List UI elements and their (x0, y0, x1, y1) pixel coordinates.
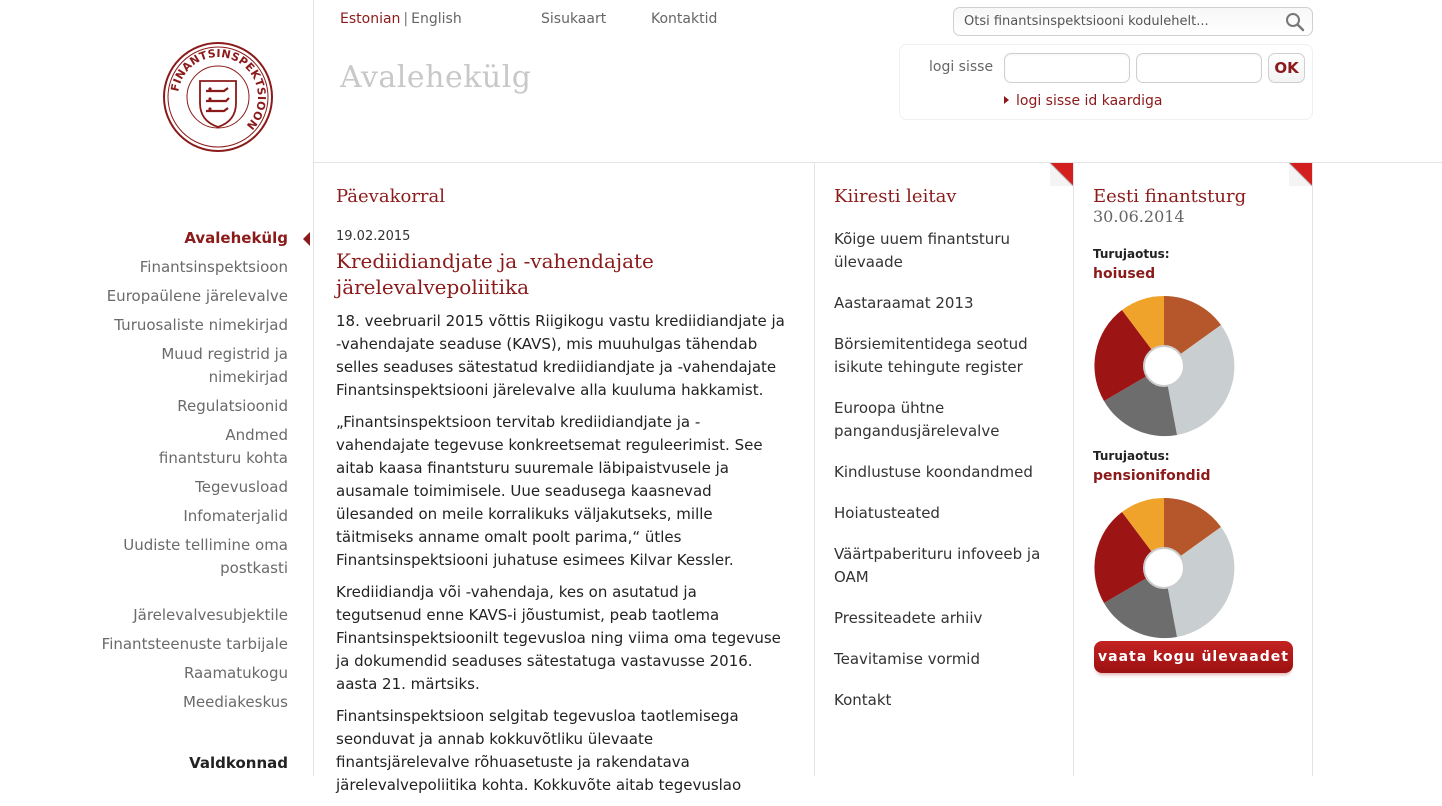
nav-item-europaulene-jarelevalve[interactable]: Europaülene järelevalve (106, 287, 288, 305)
quick-link[interactable]: Kindlustuse koondandmed (834, 463, 1033, 481)
quick-link[interactable]: Kontakt (834, 691, 892, 709)
finantsinspektsioon-logo[interactable] (162, 41, 274, 153)
quick-link[interactable]: Euroopa ühtne pangandusjärelevalve (834, 399, 1000, 440)
username-field[interactable] (1004, 53, 1130, 83)
column-divider (1073, 162, 1074, 776)
page-title: Avalehekülg (340, 60, 532, 95)
nav-item-turuosaliste-nimekirjad[interactable]: Turuosaliste nimekirjad (114, 316, 288, 334)
id-card-login-label: logi sisse id kaardiga (1016, 93, 1163, 109)
chart-name-hoiused[interactable]: hoiused (1093, 266, 1156, 282)
quick-link[interactable]: Aastaraamat 2013 (834, 294, 974, 312)
id-card-login-link[interactable] (1004, 93, 1163, 109)
quick-link[interactable]: Teavitamise vormid (834, 650, 981, 668)
news-date: 19.02.2015 (336, 229, 411, 244)
search-icon[interactable] (1284, 11, 1306, 33)
section-title-valdkonnad: Valdkonnad (189, 754, 288, 772)
contacts-link[interactable]: Kontaktid (651, 11, 718, 27)
sidebar (0, 0, 314, 776)
news-heading: Päevakorral (336, 186, 446, 207)
news-article (336, 186, 786, 806)
news-title-link[interactable]: Krediidiandjate ja -vahendajate järelevalvepoliitika (336, 249, 654, 299)
news-paragraph: 18. veebruaril 2015 võttis Riigikogu vastu krediidiandjate ja -vahendajate seaduse (KAVS), mis muuhulgas tähendab selles seaduses sätestatud krediidiandjate ja -vahendajate Finantsinspektsiooni järelevalve alla kuuluma hakkamist. (336, 312, 785, 399)
nav-item-muud-registrid[interactable]: Muud registrid ja nimekirjad (161, 345, 288, 386)
quick-link[interactable]: Hoiatusteated (834, 504, 940, 522)
quick-link[interactable]: Pressiteadete arhiiv (834, 609, 983, 627)
password-field[interactable] (1136, 53, 1262, 83)
nav-item-finantsinspektsioon[interactable]: Finantsinspektsioon (139, 258, 288, 276)
quick-links-heading: Kiiresti leitav (834, 186, 957, 207)
quick-links-list (834, 228, 1059, 730)
column-divider (1312, 162, 1313, 776)
lang-english[interactable]: English (411, 11, 462, 27)
nav-item-raamatukogu[interactable]: Raamatukogu (183, 664, 288, 682)
nav-item-avalehekulg[interactable]: Avalehekülg (28, 227, 288, 250)
nav-item-regulatsioonid[interactable]: Regulatsioonid (177, 397, 288, 415)
search-input[interactable] (954, 8, 1264, 35)
quick-link[interactable]: Väärtpaberituru infoveeb ja OAM (834, 545, 1041, 586)
news-paragraph: Krediidiandja või -vahendaja, kes on asutatud ja tegutsenud enne KAVS-i jõustumist, peab taotlema Finantsinspektsioonilt tegevusloa ning viima oma tegevuse ja dokumendid seaduses sätestatuga vastavusse 2016. aasta 21. märtsiks. (336, 583, 781, 693)
content-divider (314, 162, 1442, 163)
nav-item-uudiste-tellimine[interactable]: Uudiste tellimine oma postkasti (123, 536, 288, 577)
chart-name-pensionifondid[interactable]: pensionifondid (1093, 468, 1211, 484)
svg-text:FINANTSINSPEKTSIOON: FINANTSINSPEKTSIOON (168, 46, 269, 133)
corner-fold-icon (1050, 163, 1073, 186)
news-paragraph: Finantsinspektsioon selgitab tegevusloa taotlemisega seonduvat ja annab kokkuvõtliku ülevaate finantsjärelevalve rõhuasetuste ja rakendatava järelevalvepoliitika kohta. Kokkuvõte aitab tegevuslao (336, 707, 742, 794)
chart-label: Turujaotus: (1093, 247, 1170, 261)
arrow-right-icon (1004, 96, 1009, 104)
corner-fold-icon (1289, 163, 1312, 186)
nav-item-infomaterjalid[interactable]: Infomaterjalid (183, 507, 288, 525)
search-box (953, 7, 1313, 36)
deposits-donut-chart[interactable] (1093, 295, 1235, 437)
market-date: 30.06.2014 (1093, 207, 1185, 226)
main-nav (28, 227, 288, 720)
nav-item-finantsteenuste-tarbijale[interactable]: Finantsteenuste tarbijale (101, 635, 288, 653)
nav-item-tegevusload[interactable]: Tegevusload (195, 478, 288, 496)
lang-separator: | (403, 11, 409, 27)
sitemap-link[interactable]: Sisukaart (541, 11, 607, 27)
nav-item-andmed-finantsturu-kohta[interactable]: Andmed finantsturu kohta (158, 426, 288, 467)
language-switcher (340, 11, 462, 27)
lang-estonian[interactable]: Estonian (340, 11, 401, 27)
nav-item-jarelevalvesubjektile[interactable]: Järelevalvesubjektile (133, 606, 288, 624)
news-paragraph: „Finantsinspektsioon tervitab krediidiandjate ja -vahendajate tegevuse konkreetsemat reguleerimist. See aitab kaasa finantsturu suuremale läbipaistvusele ja ausamale toimimisele. Uue seadusega kaasnevad ülesanded on meile korralikuks väljakutseks, mille täitmiseks anname omalt poolt parima,“ ütles Finantsinspektsiooni juhatuse esimees Kilvar Kessler. (336, 413, 763, 569)
quick-link[interactable]: Kõige uuem finantsturu ülevaade (834, 230, 1010, 271)
login-ok-button[interactable]: OK (1268, 53, 1305, 83)
chart-label: Turujaotus: (1093, 449, 1170, 463)
column-divider (814, 162, 815, 776)
nav-item-meediakeskus[interactable]: Meediakeskus (182, 693, 288, 711)
view-full-overview-button[interactable]: vaata kogu ülevaadet (1094, 641, 1293, 673)
quick-link[interactable]: Börsiemitentidega seotud isikute tehingute register (834, 335, 1028, 376)
pension-funds-donut-chart[interactable] (1093, 497, 1235, 639)
market-heading: Eesti finantsturg (1093, 186, 1247, 207)
login-label: logi sisse (929, 59, 994, 75)
